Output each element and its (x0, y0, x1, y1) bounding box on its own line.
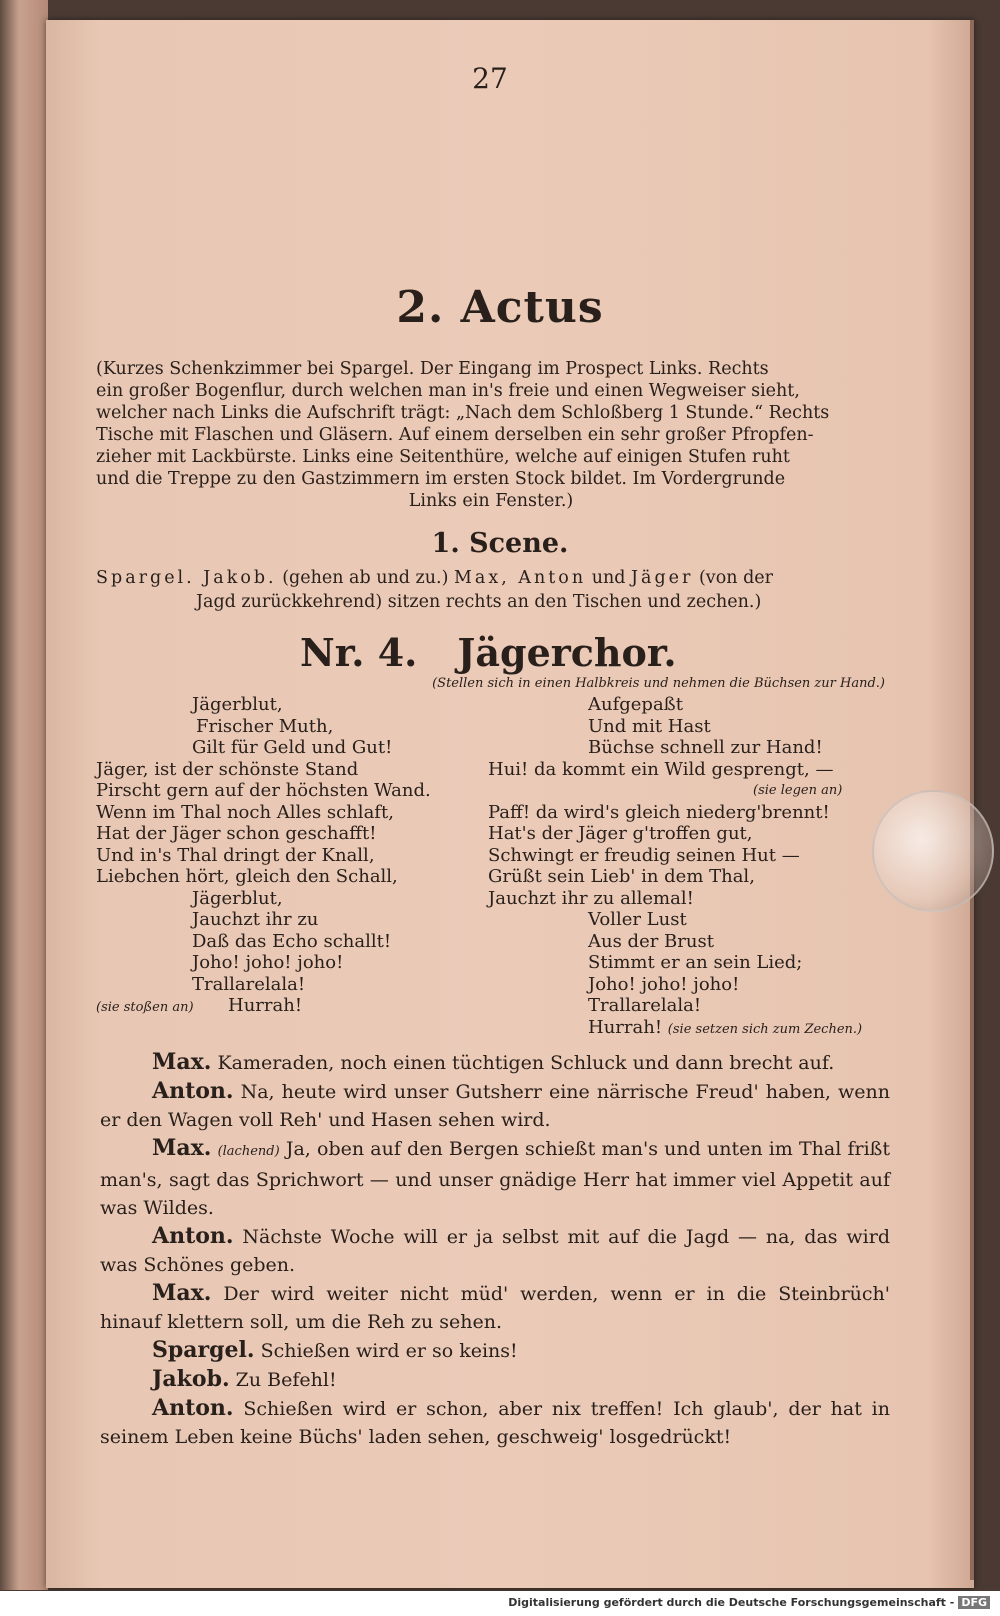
dialogue-line (100, 1134, 890, 1222)
persons-und: und (591, 568, 626, 588)
stage-line: und die Treppe zu den Gastzimmern im ersten Stock bildet. Im Vordergrunde (96, 469, 786, 489)
speaker-name: Max. (152, 1049, 212, 1075)
verse-line: Hat der Jäger schon geschafft! (96, 823, 377, 844)
speaker-name: Anton. (152, 1395, 234, 1421)
scene-persons (96, 566, 886, 614)
book-spine-edge (0, 0, 48, 1590)
verse-line: Voller Lust (588, 909, 687, 930)
stage-line: Tische mit Flaschen und Gläsern. Auf einem derselben ein sehr großer Pfropfen- (96, 425, 814, 445)
speaker-name: Max. (152, 1280, 212, 1306)
stage-direction (96, 358, 886, 512)
number-label: Nr. 4. (300, 630, 418, 675)
funding-footer (508, 1596, 990, 1609)
dialogue-line (100, 1048, 890, 1077)
dialogue-line (100, 1222, 890, 1279)
page-number: 27 (472, 62, 508, 95)
verse-line: Frischer Muth, (196, 715, 334, 737)
persons-direction: (gehen ab und zu.) (282, 568, 449, 588)
verse-line: Pirscht gern auf der höchsten Wand. (96, 780, 431, 801)
verse-line: Liebchen hört, gleich den Schall, (96, 866, 398, 887)
verse-line: Jäger, ist der schönste Stand (96, 758, 359, 780)
verse-line: Trallarelala! (192, 973, 306, 995)
footer-text: Digitalisierung gefördert durch die Deutsche Forschungsgemeinschaft - (508, 1596, 955, 1609)
verse-line: Aus der Brust (588, 930, 714, 952)
speaker-name: Anton. (152, 1223, 234, 1249)
persons-line: Jagd zurückkehrend) sitzen rechts an den Tischen und zechen.) (196, 592, 762, 612)
dialogue-line (100, 1365, 890, 1394)
verse-line: Jägerblut, (192, 694, 283, 715)
chorus-left-column (96, 694, 431, 1019)
dialogue-text: Nächste Woche will er ja selbst mit auf die Jagd — na, das wird was Schönes geben. (100, 1226, 890, 1276)
speaker-name: Max. (152, 1135, 212, 1161)
dialogue-line (100, 1077, 890, 1134)
persons-names: Spargel. Jakob. (96, 568, 277, 588)
verse-line: Hui! da kommt ein Wild gesprengt, — (488, 758, 834, 780)
dialogue-direction: (lachend) (217, 1144, 280, 1159)
verse-line: Stimmt er an sein Lied; (588, 952, 803, 973)
verse-line: Wenn im Thal noch Alles schlaft, (96, 801, 394, 823)
verse-line: Gilt für Geld und Gut! (192, 737, 393, 758)
stage-line: (Kurzes Schenkzimmer bei Spargel. Der Eingang im Prospect Links. Rechts (96, 359, 769, 379)
dialogue-block (100, 1048, 890, 1451)
speaker-name: Jakob. (152, 1366, 230, 1392)
verse-line: Paff! da wird's gleich niederg'brennt! (488, 801, 830, 823)
dialogue-text: Ja, oben auf den Bergen schießt man's und unten im Thal frißt man's, sagt das Sprichwort — und unser gnädige Herr hat immer viel Appetit auf was Wildes. (100, 1138, 891, 1219)
verse-line: Grüßt sein Lieb' in dem Thal, (488, 866, 755, 887)
dialogue-text: Kameraden, noch einen tüchtigen Schluck und dann brecht auf. (217, 1052, 835, 1074)
scene-title: 1. Scene. (431, 528, 569, 559)
stage-line: welcher nach Links die Aufschrift trägt: „Nach dem Schloßberg 1 Stunde.“ Rechts (96, 403, 830, 423)
number-title (300, 630, 717, 675)
dfg-logo: DFG (958, 1596, 990, 1609)
verse-direction: (sie legen an) (753, 783, 843, 798)
number-name: Jägerchor. (457, 630, 677, 675)
dialogue-line (100, 1279, 890, 1336)
verse-line: Jauchzt ihr zu allemal! (488, 887, 694, 909)
dialogue-text: Zu Befehl! (235, 1369, 337, 1391)
verse-line: Büchse schnell zur Hand! (588, 737, 823, 758)
persons-names: Jäger (631, 568, 694, 588)
persons-names: Max, Anton (454, 568, 587, 588)
dialogue-line (100, 1394, 890, 1451)
dialogue-text: Schießen wird er so keins! (260, 1340, 518, 1362)
verse-direction: (sie setzen sich zum Zechen.) (667, 1021, 863, 1037)
verse-line: Jauchzt ihr zu (192, 909, 319, 930)
stage-line: ein großer Bogenflur, durch welchen man in's freie und einen Wegweiser sieht, (96, 381, 800, 401)
page-right-edge (970, 20, 974, 1580)
dialogue-text: Na, heute wird unser Gutsherr eine närrische Freud' haben, wenn er den Wagen voll Reh' und Hasen sehen wird. (100, 1081, 890, 1131)
verse-line: Hurrah! (588, 1016, 663, 1038)
dialogue-line (100, 1336, 890, 1365)
chorus-direction: (Stellen sich in einen Halbkreis und nehmen die Büchsen zur Hand.) (432, 676, 885, 691)
magnifier-glass (872, 790, 994, 912)
stage-line: Links ein Fenster.) (408, 491, 574, 511)
speaker-name: Spargel. (152, 1337, 255, 1363)
verse-line: Trallarelala! (588, 995, 702, 1016)
verse-line: Joho! joho! joho! (588, 973, 740, 995)
verse-line: Jägerblut, (192, 887, 283, 909)
verse-line: Daß das Echo schallt! (192, 930, 392, 952)
verse-direction: (sie stoßen an) (96, 1000, 194, 1015)
dialogue-text: Schießen wird er schon, aber nix treffen! Ich glaub', der hat in seinem Leben keine Büchs' laden sehen, geschweig' losgedrückt! (100, 1398, 890, 1448)
dialogue-text: Der wird weiter nicht müd' werden, wenn er in die Steinbrüch' hinauf klettern soll, um die Reh zu sehen. (100, 1283, 890, 1333)
stage-line: zieher mit Lackbürste. Links eine Seitenthüre, welche auf einigen Stufen ruht (96, 447, 790, 467)
speaker-name: Anton. (152, 1078, 234, 1104)
verse-line: Schwingt er freudig seinen Hut — (488, 844, 800, 866)
verse-line: Hurrah! (228, 995, 303, 1016)
verse-line: Hat's der Jäger g'troffen gut, (488, 823, 753, 844)
persons-tail: (von der (698, 568, 773, 588)
act-title: 2. Actus (396, 282, 604, 333)
verse-line: Joho! joho! joho! (192, 952, 344, 973)
verse-line: Aufgepaßt (588, 694, 683, 715)
verse-line: Und mit Hast (588, 715, 711, 737)
verse-line: Und in's Thal dringt der Knall, (96, 844, 375, 866)
chorus-right-column (488, 694, 862, 1040)
